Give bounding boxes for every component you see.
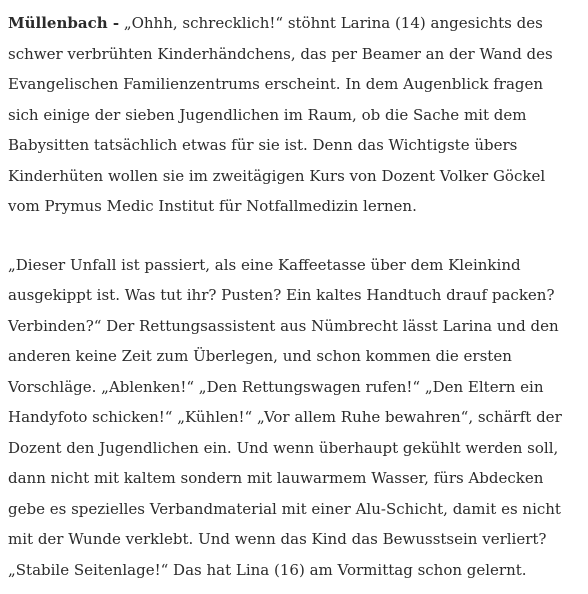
article-paragraph-1 — [8, 8, 576, 222]
article-body — [8, 8, 576, 585]
dateline: Müllenbach - — [8, 14, 120, 32]
article-paragraph-2: „Dieser Unfall ist passiert, als eine Kaffeetasse über dem Kleinkind ausgekippt ist. Was tut ihr? Pusten? Ein kaltes Handtuch drauf packen? Verbinden?“ Der Rettungsassistent aus Nümbrecht lässt Larina und den anderen keine Zeit zum Überlegen, und schon kommen die ersten Vorschläge. „Ablenken!“ „Den Rettungswagen rufen!“ „Den Eltern ein Handyfoto schicken!“ „Kühlen!“ „Vor allem Ruhe bewahren“, schärft der Dozent den Jugendlichen ein. Und wenn überhaupt gekühlt werden soll, dann nicht mit kaltem sondern mit lauwarmem Wasser, fürs Abdecken gebe es spezielles Verbandmaterial mit einer Alu-Schicht, damit es nicht mit der Wunde verklebt. Und wenn das Kind das Bewusstsein verliert? „Stabile Seitenlage!“ Das hat Lina (16) am Vormittag schon gelernt. — [8, 255, 562, 579]
paragraph-1-text: „Ohhh, schrecklich!“ stöhnt Larina (14) angesichts des schwer verbrühten Kinderhändchens, das per Beamer an der Wand des Evangelischen Familienzentrums erscheint. In dem Augenblick fragen sich einige der sieben Jugendlichen im Raum, ob die Sache mit dem Babysitten tatsächlich etwas für sie ist. Denn das Wichtigste übers Kinderhüten wollen sie im zweitägigen Kurs von Dozent Volker Göckel vom Prymus Medic Institut für Notfallmedizin lernen. — [8, 14, 553, 215]
